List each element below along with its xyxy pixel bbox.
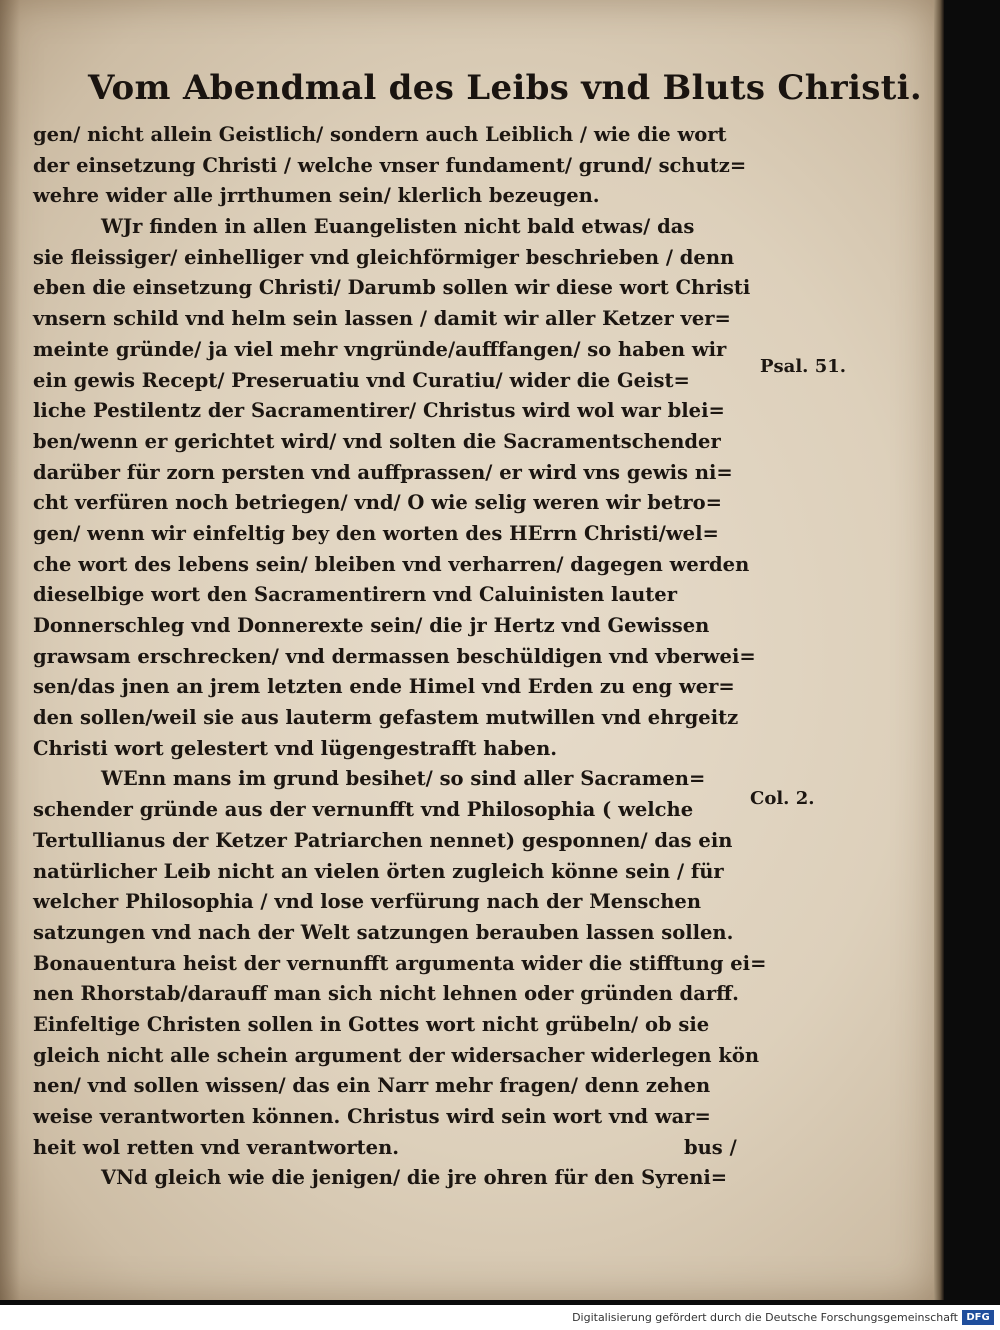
text-line: wehre wider alle jrrthumen sein/ klerlich bezeugen.: [33, 184, 600, 208]
footer-bar: [0, 1305, 1000, 1330]
text-line: gen/ wenn wir einfeltig bey den worten des HErrn Christi/wel=: [33, 521, 719, 545]
text-line: ein gewis Recept/ Preseruatiu vnd Curatiu/ wider die Geist=: [33, 368, 690, 392]
text-line: Bonauentura heist der vernunfft argumenta wider die stifftung ei=: [33, 951, 767, 975]
text-line: ben/wenn er gerichtet wird/ vnd solten die Sacramentschender: [33, 429, 721, 453]
page-edge: [934, 0, 944, 1300]
text-line: gleich nicht alle schein argument der widersacher widerlegen kön: [33, 1043, 760, 1067]
text-line: der einsetzung Christi / welche vnser fundament/ grund/ schutz=: [33, 153, 747, 177]
text-line: nen Rhorstab/darauff man sich nicht lehnen oder gründen darff.: [33, 982, 739, 1006]
text-line: gen/ nicht allein Geistlich/ sondern auch Leiblich / wie die wort: [33, 123, 727, 146]
text-line: liche Pestilentz der Sacramentirer/ Christus wird wol war blei=: [33, 399, 725, 423]
text-line: Christi wort gelestert vnd lügengestrafft haben.: [33, 736, 558, 760]
text-line: schender gründe aus der vernunfft vnd Philosophia ( welche: [33, 798, 694, 822]
text-line: darüber für zorn persten vnd auffprassen/ er wird vns gewis ni=: [33, 460, 733, 484]
text-line: Tertullianus der Ketzer Patriarchen nennet) gesponnen/ das ein: [33, 828, 733, 852]
text-line: che wort des lebens sein/ bleiben vnd verharren/ dagegen werden: [33, 552, 750, 576]
body-text: [33, 120, 767, 1194]
text-line: WJr finden in allen Euangelisten nicht bald etwas/ das: [101, 215, 695, 239]
text-line: welcher Philosophia / vnd lose verfürung nach der Menschen: [33, 890, 702, 914]
text-line: vnsern schild vnd helm sein lassen / damit wir aller Ketzer ver=: [33, 307, 731, 331]
text-line: nen/ vnd sollen wissen/ das ein Narr mehr fragen/ denn zehen: [33, 1074, 711, 1098]
dfg-logo-icon: DFG: [962, 1310, 994, 1325]
text-line: natürlicher Leib nicht an vielen örten zugleich könne sein / für: [33, 859, 724, 883]
margin-note-colossians: Col. 2.: [750, 788, 815, 809]
running-head: Vom Abendmal des Leibs vnd Bluts Christi.: [88, 68, 923, 108]
text-line: meinte gründe/ ja viel mehr vngründe/aufffangen/ so haben wir: [33, 337, 727, 361]
text-line: grawsam erschrecken/ vnd dermassen beschüldigen vnd vberwei=: [33, 644, 756, 668]
margin-note-psalm: Psal. 51.: [760, 356, 847, 377]
text-line: WEnn mans im grund besihet/ so sind aller Sacramen=: [101, 767, 706, 791]
funding-credit: Digitalisierung gefördert durch die Deutsche Forschungsgemeinschaft: [572, 1311, 958, 1324]
text-line: Donnerschleg vnd Donnerexte sein/ die jr Hertz vnd Gewissen: [33, 614, 710, 637]
text-line: satzungen vnd nach der Welt satzungen berauben lassen sollen.: [33, 920, 734, 944]
text-line: cht verfüren noch betriegen/ vnd/ O wie selig weren wir betro=: [33, 491, 722, 515]
text-line: eben die einsetzung Christi/ Darumb sollen wir diese wort Christi: [33, 276, 751, 300]
text-line: dieselbige wort den Sacramentirern vnd Caluinisten lauter: [33, 583, 677, 607]
text-line: weise verantworten können. Christus wird sein wort vnd war=: [33, 1105, 711, 1128]
text-line: VNd gleich wie die jenigen/ die jre ohren für den Syreni=: [101, 1166, 728, 1190]
text-line: sen/das jnen an jrem letzten ende Himel vnd Erden zu eng wer=: [33, 675, 735, 699]
text-line: Einfeltige Christen sollen in Gottes wort nicht grübeln/ ob sie: [33, 1012, 710, 1036]
text-line: sie fleissiger/ einhelliger vnd gleichförmiger beschrieben / denn: [33, 245, 735, 269]
text-line: den sollen/weil sie aus lauterm gefastem mutwillen vnd ehrgeitz: [33, 706, 739, 730]
catchword: bus /: [684, 1136, 737, 1159]
text-line: heit wol retten vnd verantworten.: [33, 1135, 400, 1159]
